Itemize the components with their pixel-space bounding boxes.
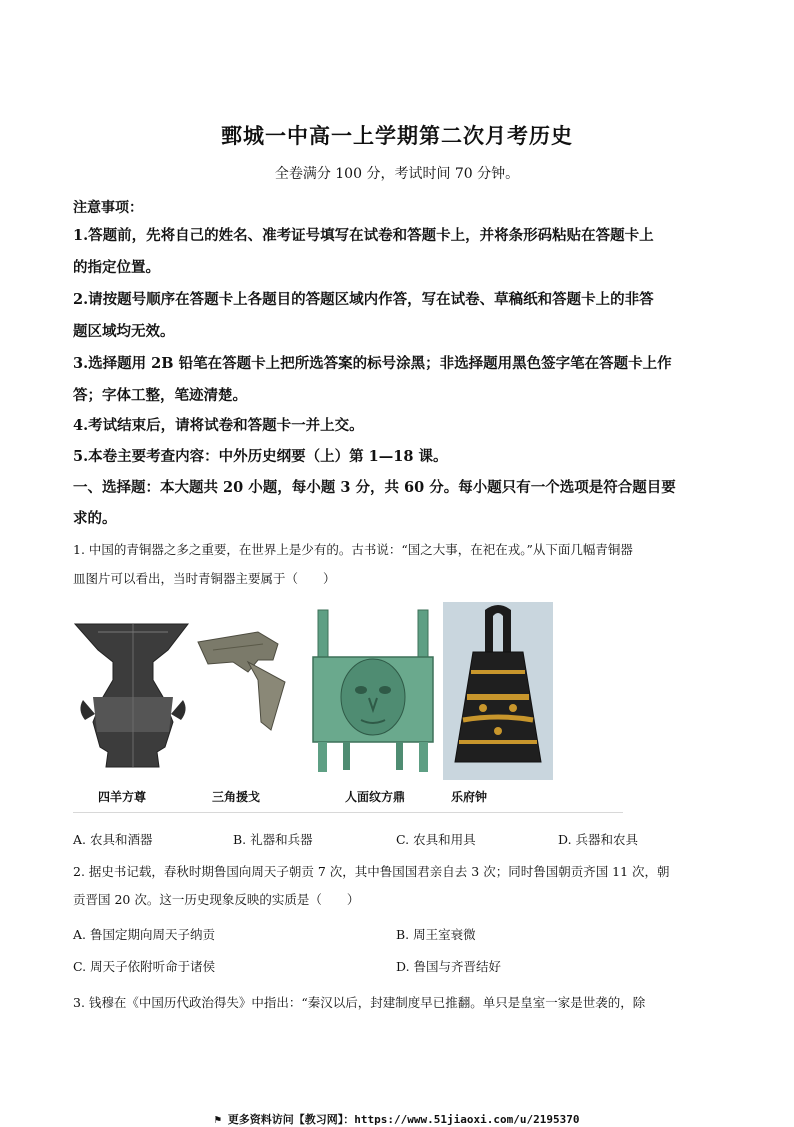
caption-ding: 人面纹方鼎 [345, 790, 406, 804]
note-line: 的指定位置。 [73, 259, 160, 276]
section-heading: 一、选择题：本大题共 20 小题，每小题 3 分，共 60 分。每小题只有一个选项是符合题目要 [73, 479, 676, 496]
notes-heading: 注意事项： [73, 200, 143, 216]
note-line: 1.答题前，先将自己的姓名、准考证号填写在试卷和答题卡上，并将条形码粘贴在答题卡上 [73, 227, 654, 244]
zun-vessel-image [75, 624, 188, 767]
ge-dagger-image [198, 632, 285, 730]
caption-ge: 三角援戈 [212, 790, 261, 804]
caption-bell: 乐府钟 [451, 790, 488, 804]
question-2-stem: 2. 据史书记载，春秋时期鲁国向周天子朝贡 7 次，其中鲁国国君亲自去 3 次；同时鲁国朝贡齐国 11 次，朝 [73, 864, 670, 879]
footer-link[interactable] [0, 1111, 794, 1127]
q1-option-c[interactable]: C. 农具和用具 [396, 832, 476, 847]
question-2-stem-cont: 贡晋国 20 次。这一历史现象反映的实质是（ ） [73, 892, 360, 907]
q1-option-a[interactable]: A. 农具和酒器 [73, 832, 153, 847]
page-title: 鄄城一中高一上学期第二次月考历史 [221, 123, 573, 148]
note-line: 答；字体工整，笔迹清楚。 [73, 387, 247, 404]
bronze-figure-svg [73, 602, 623, 812]
q2-option-c[interactable]: C. 周天子依附听命于诸侯 [73, 959, 216, 974]
note-line: 题区域均无效。 [73, 323, 175, 340]
q2-option-a[interactable]: A. 鲁国定期向周天子纳贡 [73, 927, 215, 942]
question-3-stem: 3. 钱穆在《中国历代政治得失》中指出：“秦汉以后，封建制度早已推翻。单只是皇室一家是世袭的，除 [73, 995, 646, 1010]
q2-option-d[interactable]: D. 鲁国与齐晋结好 [396, 959, 502, 974]
note-line: 2.请按题号顺序在答题卡上各题目的答题区域内作答，写在试卷、草稿纸和答题卡上的非答 [73, 291, 654, 308]
caption-zun: 四羊方尊 [98, 790, 147, 804]
note-line: 4.考试结束后，请将试卷和答题卡一并上交。 [73, 417, 364, 434]
footer-text[interactable]: 更多资料访问【教习网】：https://www.51jiaoxi.com/u/2195370 [227, 1113, 580, 1126]
bell-image [443, 602, 553, 780]
q2-option-b[interactable]: B. 周王室衰微 [396, 927, 476, 942]
ding-cauldron-image [313, 610, 433, 772]
note-line: 5.本卷主要考查内容：中外历史纲要（上）第 1—18 课。 [73, 448, 448, 465]
exam-info: 全卷满分 100 分，考试时间 70 分钟。 [274, 166, 520, 182]
q1-option-b[interactable]: B. 礼器和兵器 [233, 832, 313, 847]
question-1-stem-cont: 皿图片可以看出，当时青铜器主要属于（ ） [73, 571, 336, 586]
flag-icon: ⚑ [214, 1113, 222, 1126]
figure-divider [73, 812, 623, 813]
q1-option-d[interactable]: D. 兵器和农具 [558, 832, 639, 847]
question-1-stem: 1. 中国的青铜器之多之重要，在世界上是少有的。古书说：“国之大事，在祀在戎。”从下面几幅青铜器 [73, 542, 633, 557]
note-line: 3.选择题用 2B 铅笔在答题卡上把所选答案的标号涂黑；非选择题用黑色签字笔在答题卡上作 [73, 355, 672, 372]
bronze-figure [73, 602, 623, 812]
section-heading-cont: 求的。 [73, 510, 117, 527]
